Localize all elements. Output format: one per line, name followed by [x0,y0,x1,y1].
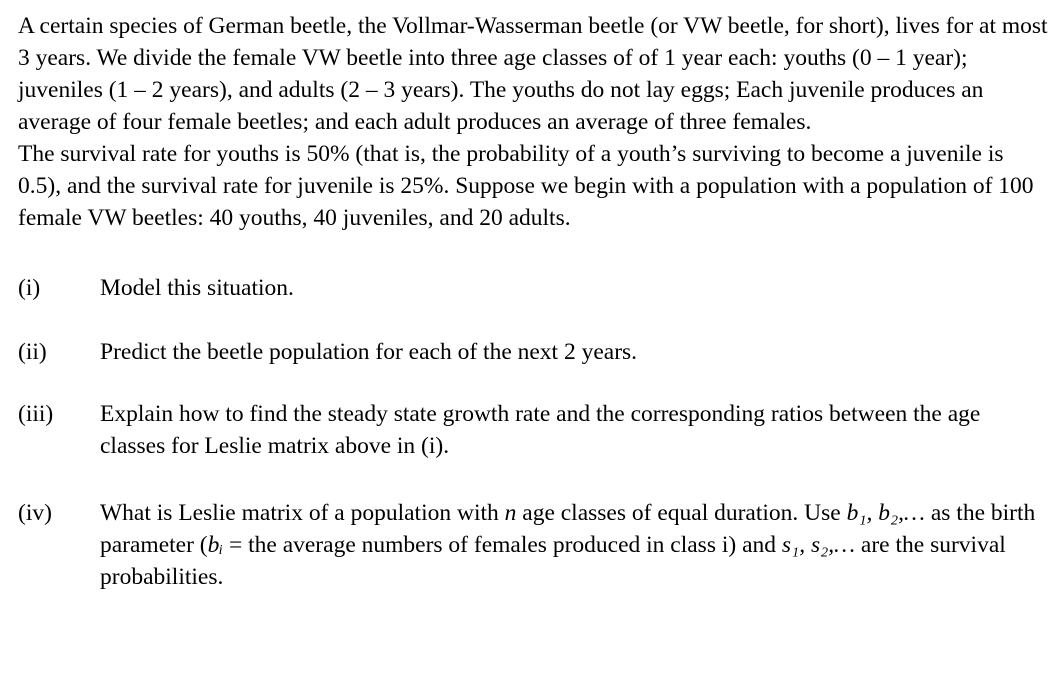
question-text: Predict the beetle population for each of the next 2 years. [100,339,638,365]
question-list [18,272,1048,593]
question-text-part: What is Leslie matrix of a population with [100,500,505,526]
question-item-ii [18,336,1048,368]
math-birth-sequence: b₁, b₂,… [846,500,925,526]
math-variable-n: n [504,500,517,526]
problem-intro-paragraph: A certain species of German beetle, the Vollmar-Wasserman beetle (or VW beetle, for short), lives for at most 3 years. We divide the female VW beetle into three age classes of of 1 year each: youths (0 – 1 year); juveniles (1 – 2 years), and adults (2 – 3 years). The youths do not lay eggs; Each juvenile produces an average of four female beetles; and each adult produces an average of three females. [18,13,1048,135]
question-label: (i) [18,275,41,301]
question-item-i [18,272,1048,304]
document-page [18,10,1048,620]
question-text-part: age classes of equal duration. Use [516,500,847,526]
question-text: Explain how to find the steady state growth rate and the corresponding ratios between the age classes for Leslie matrix above in (i). [100,401,981,459]
math-birth-parameter: bᵢ [207,532,224,558]
question-text-part: as the birth parameter ( [100,500,1036,558]
question-text [100,497,1048,593]
question-text-part: are the survival probabilities. [100,532,1006,590]
question-item-iii [18,398,1048,462]
problem-survival-paragraph: The survival rate for youths is 50% (that is, the probability of a youth’s surviving to become a juvenile is 0.5), and the survival rate for juvenile is 25%. Suppose we begin with a population with a population of 100 female VW beetles: 40 youths, 40 juveniles, and 20 adults. [18,141,1034,231]
question-text: Model this situation. [100,275,294,301]
question-label: (iv) [18,500,52,526]
question-label: (iii) [18,401,54,427]
math-survival-sequence: s₁, s₂,… [781,532,856,558]
question-text-part: = the average numbers of females produced in class i) and [223,532,782,558]
question-item-iv [18,497,1048,593]
question-label: (ii) [18,339,47,365]
